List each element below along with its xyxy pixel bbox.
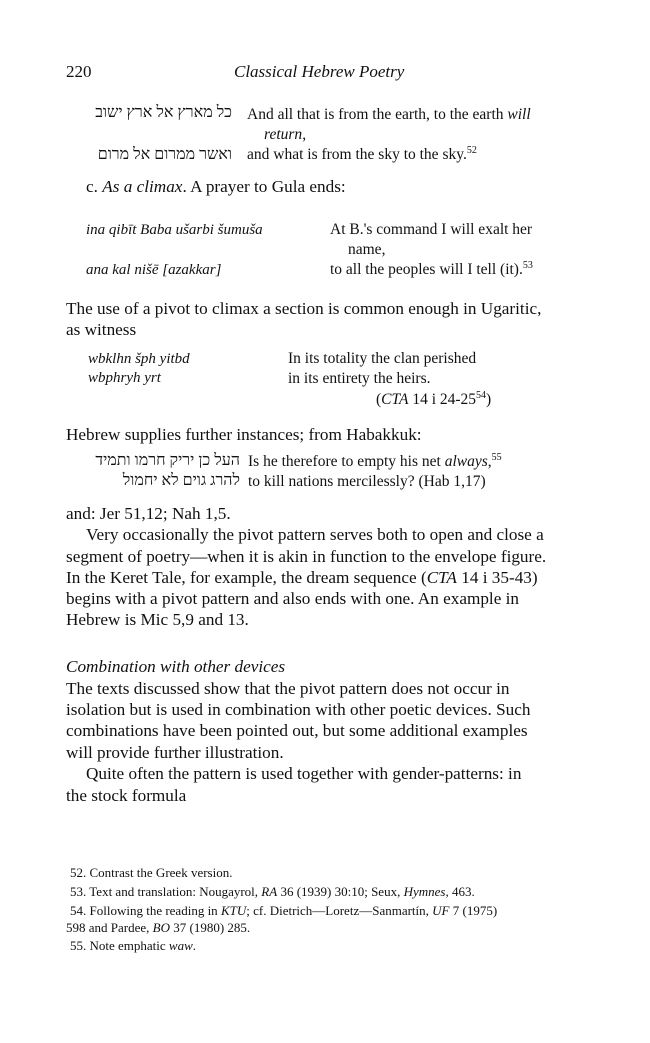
ugaritic-translation-2: in its entirety the heirs. bbox=[288, 370, 431, 387]
paragraph-line: as witness bbox=[66, 320, 137, 339]
translation-line-1 bbox=[247, 106, 531, 124]
translation-text: , bbox=[302, 126, 307, 143]
paragraph-line: and: Jer 51,12; Nah 1,5. bbox=[66, 504, 231, 523]
hebrew-line-1: כל מארץ אל ארץ ישוב bbox=[95, 104, 232, 121]
subsection-text: . A prayer to Gula ends: bbox=[182, 177, 346, 196]
ugaritic-line-2: wbphryh yrt bbox=[88, 370, 161, 386]
paragraph-line: combinations have been pointed out, but some additional examples bbox=[66, 721, 528, 740]
translation-text: Is he therefore to empty his net bbox=[248, 453, 445, 470]
footnote-ref: 54 bbox=[476, 390, 487, 401]
italic-span: Hymnes bbox=[403, 884, 446, 899]
hebrew-line-2: ואשר ממרום אל מרום bbox=[97, 146, 232, 163]
running-title: Classical Hebrew Poetry bbox=[234, 62, 405, 81]
footnote-54 bbox=[70, 903, 497, 919]
italic-span: UF bbox=[432, 903, 450, 918]
paragraph-line: The use of a pivot to climax a section is common enough in Ugaritic, bbox=[66, 299, 542, 318]
subsection-title: As a climax bbox=[102, 177, 183, 196]
text-span: 14 i 35-43) bbox=[456, 568, 538, 587]
paragraph-line: begins with a pivot pattern and also ends with one. An example in bbox=[66, 589, 519, 608]
habakkuk-translation-1 bbox=[248, 453, 502, 471]
ugaritic-reference bbox=[376, 391, 491, 409]
paragraph-line: will provide further illustration. bbox=[66, 743, 284, 762]
habakkuk-hebrew-1: העל כן יריק חרמו ותמיד bbox=[95, 452, 240, 469]
italic-span: CTA bbox=[426, 568, 457, 587]
paragraph-line: segment of poetry—when it is akin in function to the envelope figure. bbox=[66, 547, 547, 566]
paragraph-line: The texts discussed show that the pivot pattern does not occur in bbox=[66, 679, 510, 698]
italic-span: RA bbox=[261, 884, 278, 899]
footnote-55 bbox=[70, 938, 196, 954]
footnote-ref: 52 bbox=[466, 145, 477, 156]
paragraph-line: Very occasionally the pivot pattern serves both to open and close a bbox=[86, 525, 544, 544]
text-span: 53. Text and translation: Nougayrol, bbox=[70, 884, 262, 899]
akkadian-line-2: ana kal nišē [azakkar] bbox=[86, 262, 222, 278]
translation-text: to all the peoples will I tell (it). bbox=[330, 261, 523, 278]
translation-text: , bbox=[487, 453, 492, 470]
footnote-53 bbox=[70, 884, 475, 900]
gula-translation-1-cont: name, bbox=[348, 241, 386, 258]
section-heading: Combination with other devices bbox=[66, 657, 286, 676]
text-span: 7 (1975) bbox=[449, 903, 498, 918]
translation-line-1-cont bbox=[264, 126, 306, 144]
text-span: 55. Note emphatic bbox=[70, 938, 169, 953]
footnote-ref: 53 bbox=[522, 260, 533, 271]
subsection-c bbox=[86, 176, 346, 198]
paragraph-line: Hebrew supplies further instances; from Habakkuk: bbox=[66, 425, 422, 444]
gula-translation-1: At B.'s command I will exalt her bbox=[330, 221, 533, 238]
ref-text: ) bbox=[486, 391, 492, 408]
italic-span: BO bbox=[152, 920, 170, 935]
ref-text: ( bbox=[376, 391, 382, 408]
text-span: 598 and Pardee, bbox=[66, 920, 153, 935]
footnote-ref: 55 bbox=[491, 452, 502, 463]
gula-translation-2 bbox=[330, 261, 533, 279]
text-span: . bbox=[192, 938, 197, 953]
paragraph-line: the stock formula bbox=[66, 786, 187, 805]
ref-italic: CTA bbox=[381, 391, 409, 408]
footnote-54-cont bbox=[66, 920, 250, 936]
text-span: ; cf. Dietrich—Loretz—Sanmartín, bbox=[246, 903, 433, 918]
page-number: 220 bbox=[66, 62, 92, 81]
text-span: , 463. bbox=[445, 884, 475, 899]
translation-line-2 bbox=[247, 146, 477, 164]
text-span: 54. Following the reading in bbox=[70, 903, 221, 918]
paragraph-line: Quite often the pattern is used together with gender-patterns: in bbox=[86, 764, 522, 783]
translation-italic: always bbox=[444, 453, 488, 470]
habakkuk-hebrew-2: להרג גוים לא יחמול bbox=[122, 472, 240, 489]
subsection-label: c. bbox=[86, 177, 103, 196]
ref-text: 14 i 24-25 bbox=[408, 391, 477, 408]
paragraph-line bbox=[66, 567, 538, 589]
footnote-52: 52. Contrast the Greek version. bbox=[70, 865, 233, 880]
ugaritic-line-1: wbklhn šph yitbd bbox=[88, 351, 190, 367]
translation-italic: return bbox=[264, 126, 303, 143]
akkadian-line-1: ina qibīt Baba ušarbi šumuša bbox=[86, 222, 263, 238]
italic-span: waw bbox=[168, 938, 193, 953]
paragraph-line: isolation but is used in combination with other poetic devices. Such bbox=[66, 700, 531, 719]
italic-span: KTU bbox=[220, 903, 247, 918]
text-span: In the Keret Tale, for example, the dream sequence ( bbox=[66, 568, 427, 587]
habakkuk-translation-2: to kill nations mercilessly? (Hab 1,17) bbox=[248, 473, 486, 490]
text-span: 36 (1939) 30:10; Seux, bbox=[277, 884, 404, 899]
text-span: 37 (1980) 285. bbox=[169, 920, 251, 935]
paragraph-line: Hebrew is Mic 5,9 and 13. bbox=[66, 610, 249, 629]
translation-italic: will bbox=[507, 106, 531, 123]
translation-text: And all that is from the earth, to the earth bbox=[247, 106, 508, 123]
translation-text: and what is from the sky to the sky. bbox=[247, 146, 467, 163]
ugaritic-translation-1: In its totality the clan perished bbox=[288, 350, 477, 367]
